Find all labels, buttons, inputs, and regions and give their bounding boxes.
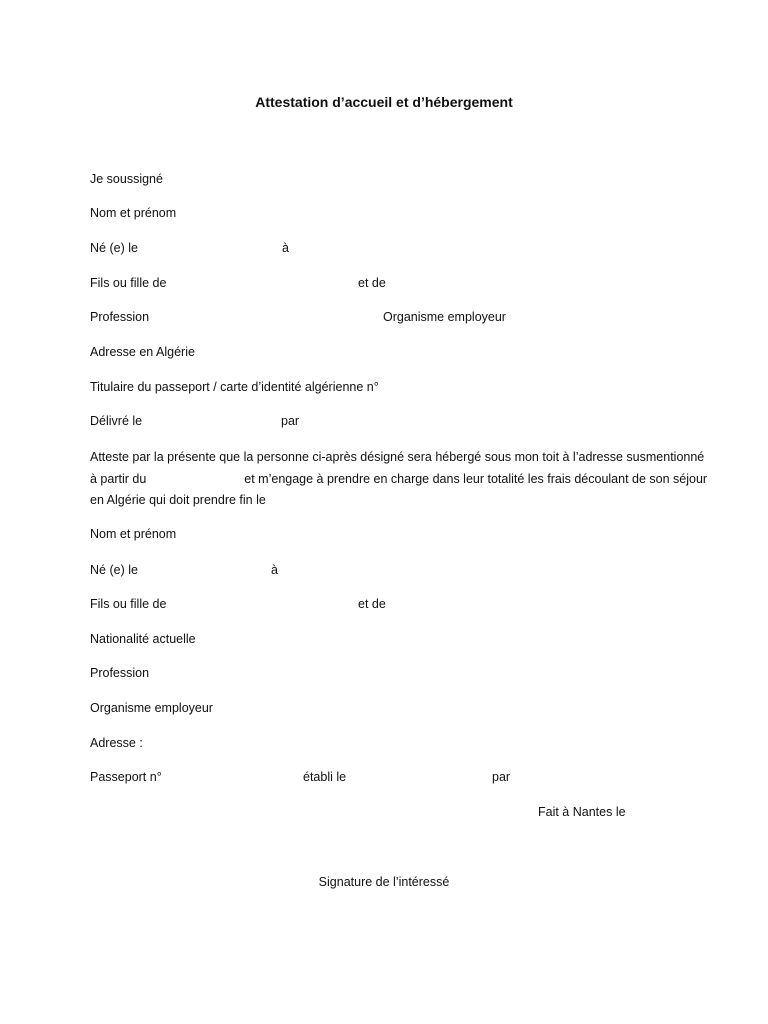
label-host-titulaire-passeport: Titulaire du passeport / carte d’identité algérienne n° — [90, 380, 379, 394]
label-guest-profession: Profession — [90, 666, 150, 680]
label-je-soussigne: Je soussigné — [90, 172, 163, 186]
label-guest-ne-a: à — [271, 563, 278, 577]
label-guest-passeport: Passeport n° — [90, 770, 162, 784]
label-host-profession: Profession — [90, 310, 150, 324]
label-host-ne-a: à — [282, 241, 289, 255]
label-host-fils-fille-de: Fils ou fille de — [90, 276, 167, 290]
label-guest-nationalite: Nationalité actuelle — [90, 632, 196, 646]
label-host-delivre-le: Délivré le — [90, 414, 143, 428]
label-host-adresse-algerie: Adresse en Algérie — [90, 345, 195, 359]
label-guest-ne-le: Né (e) le — [90, 563, 138, 577]
attestation-text-part2: et m’engage à prendre en charge dans leur totalité les frais découlant de son séjour en Algérie qui doit prendre fin le — [90, 471, 708, 507]
label-guest-par: par — [492, 770, 511, 784]
label-guest-nom-prenom: Nom et prénom — [90, 527, 177, 541]
label-guest-organisme-employeur: Organisme employeur — [90, 701, 213, 715]
label-host-organisme-employeur: Organisme employeur — [383, 310, 506, 324]
label-host-et-de: et de — [358, 276, 386, 290]
document-title: Attestation d’accueil et d’hébergement — [255, 94, 513, 110]
label-guest-adresse: Adresse : — [90, 736, 143, 750]
label-host-delivre-par: par — [281, 414, 300, 428]
label-signature: Signature de l’intéressé — [318, 875, 450, 889]
label-guest-etabli-le: établi le — [303, 770, 347, 784]
attestation-paragraph — [90, 447, 708, 512]
label-fait-a: Fait à Nantes le — [538, 805, 626, 819]
label-host-nom-prenom: Nom et prénom — [90, 206, 177, 220]
label-host-ne-le: Né (e) le — [90, 241, 138, 255]
label-guest-et-de: et de — [358, 597, 386, 611]
attestation-text-part1: Atteste par la présente que la personne ci-après désigné sera hébergé sous mon toit à l’adresse susmentionné à partir du — [90, 450, 705, 486]
label-guest-fils-fille-de: Fils ou fille de — [90, 597, 167, 611]
